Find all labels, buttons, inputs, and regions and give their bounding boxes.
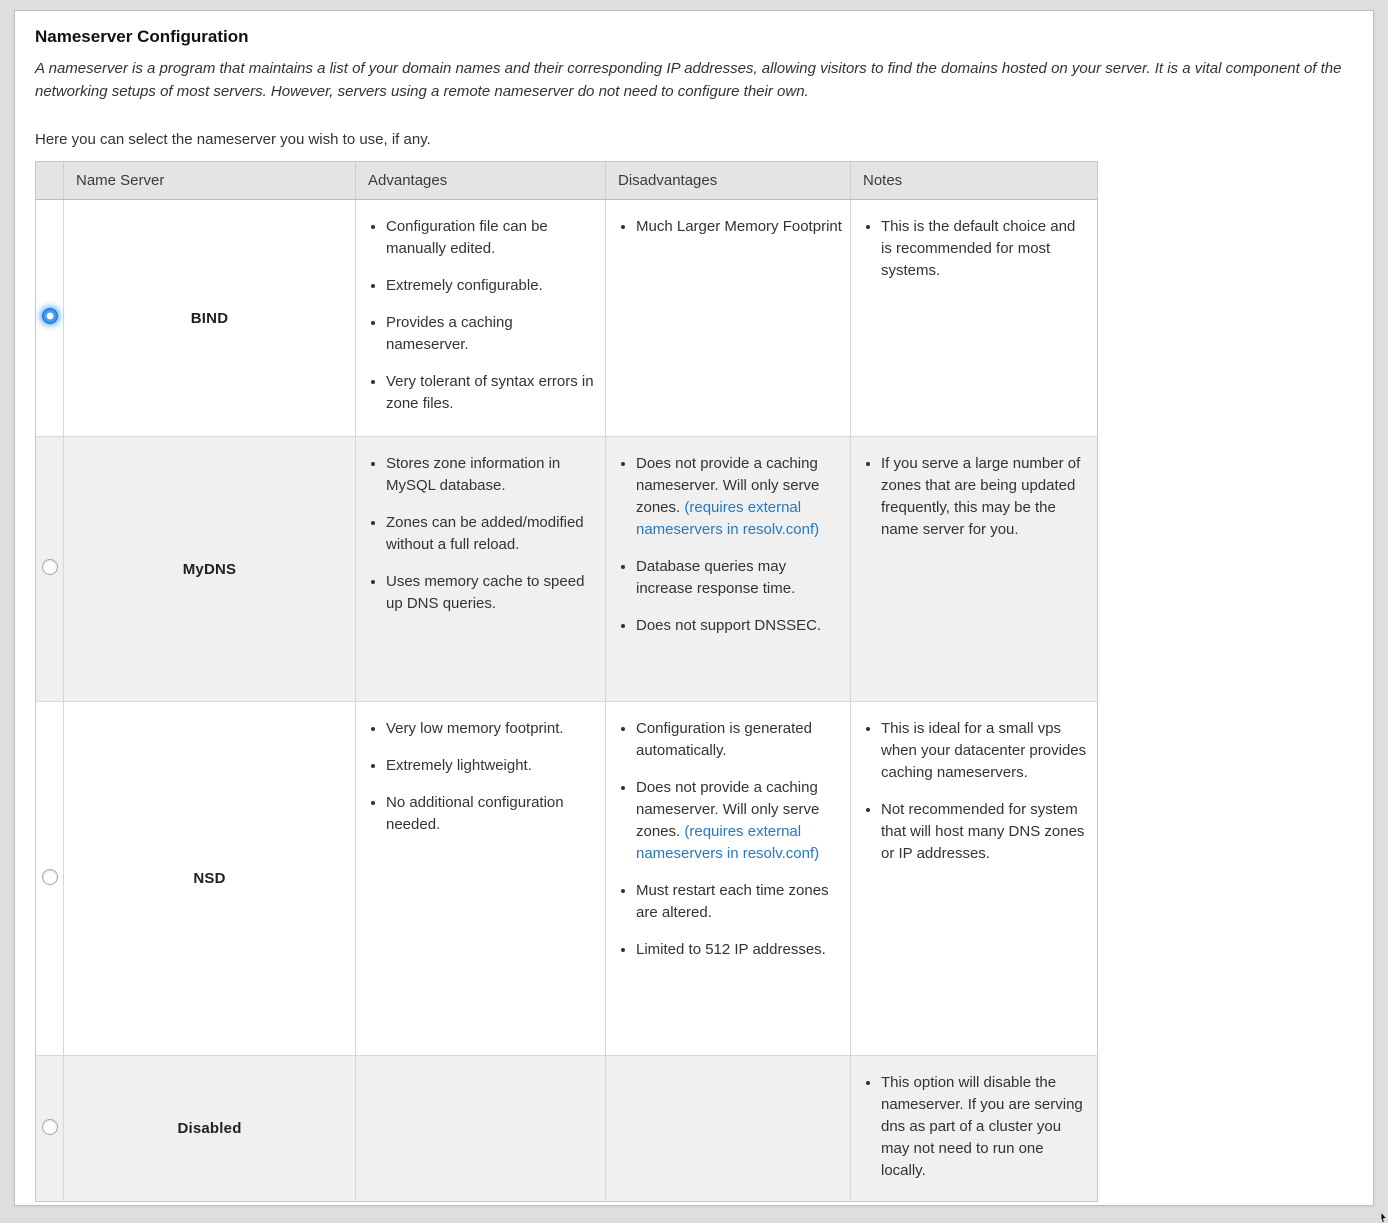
advantages-item: • Uses memory cache to speed up DNS queries.: [386, 571, 597, 615]
advantages-item: • Provides a caching nameserver.: [386, 312, 597, 356]
disadvantages-item: • Much Larger Memory Footprint: [636, 216, 842, 238]
intro-paragraph: A nameserver is a program that maintains a list of your domain names and their corresponding IP addresses, allowing visitors to find the domains hosted on your server. It is a vital component of the networking setups of most servers. However, servers using a remote nameserver do not need to configure their own.: [35, 60, 1342, 100]
disadvantages-cell-disabled: [606, 1056, 851, 1202]
radio-cell-disabled: [36, 1056, 64, 1202]
nameserver-table-body: [36, 200, 1098, 1202]
advantages-cell-mydns: [356, 437, 606, 702]
advantages-item: • Extremely lightweight.: [386, 755, 597, 777]
nameserver-name-mydns: MyDNS: [64, 437, 356, 702]
advantages-item: • No additional configuration needed.: [386, 792, 597, 836]
nameserver-row-disabled: [36, 1056, 1098, 1202]
resolv-conf-link[interactable]: (requires external nameservers in resolv.conf): [636, 823, 820, 862]
advantages-cell-bind: [356, 200, 606, 437]
advantages-item: • Stores zone information in MySQL database.: [386, 453, 597, 497]
disadvantages-item: • Does not provide a caching nameserver. Will only serve zones. (requires external nameservers in resolv.conf): [636, 777, 842, 865]
advantages-item: • Very tolerant of syntax errors in zone files.: [386, 371, 597, 415]
nameserver-name-nsd: NSD: [64, 702, 356, 1056]
advantages-list: [362, 443, 597, 615]
radio-cell-mydns: [36, 437, 64, 702]
notes-list: [857, 443, 1089, 541]
advantages-cell-disabled: [356, 1056, 606, 1202]
notes-item: • Not recommended for system that will host many DNS zones or IP addresses.: [881, 799, 1089, 865]
disadvantages-cell-mydns: [606, 437, 851, 702]
notes-list: [857, 708, 1089, 865]
nameserver-name-disabled: Disabled: [64, 1056, 356, 1202]
header-advantages: Advantages: [356, 162, 606, 200]
page-title: Nameserver Configuration: [35, 27, 249, 46]
disadvantages-item: • Must restart each time zones are altered.: [636, 880, 842, 924]
advantages-item: • Configuration file can be manually edited.: [386, 216, 597, 260]
advantages-item: • Very low memory footprint.: [386, 718, 597, 740]
disadvantages-list: [612, 443, 842, 637]
disadvantages-list: [612, 206, 842, 238]
notes-cell-nsd: [851, 702, 1098, 1056]
disadvantages-item: • Does not provide a caching nameserver. Will only serve zones. (requires external nameservers in resolv.conf): [636, 453, 842, 541]
nameserver-radio-bind[interactable]: [42, 308, 58, 324]
notes-cell-mydns: [851, 437, 1098, 702]
advantages-item: • Zones can be added/modified without a full reload.: [386, 512, 597, 556]
notes-item: • This is ideal for a small vps when your datacenter provides caching nameservers.: [881, 718, 1089, 784]
nameserver-table: [35, 161, 1098, 1202]
advantages-list: [362, 708, 597, 836]
disadvantages-cell-bind: [606, 200, 851, 437]
notes-list: [857, 206, 1089, 282]
nameserver-row-nsd: [36, 702, 1098, 1056]
select-prompt: Here you can select the nameserver you wish to use, if any.: [35, 131, 431, 148]
notes-cell-disabled: [851, 1056, 1098, 1202]
header-name-server: Name Server: [64, 162, 356, 200]
notes-cell-bind: [851, 200, 1098, 437]
disadvantages-cell-nsd: [606, 702, 851, 1056]
notes-list: [857, 1062, 1089, 1182]
disadvantages-item: • Does not support DNSSEC.: [636, 615, 842, 637]
disadvantages-list: [612, 708, 842, 961]
nameserver-row-bind: [36, 200, 1098, 437]
advantages-item: • Extremely configurable.: [386, 275, 597, 297]
header-disadvantages: Disadvantages: [606, 162, 851, 200]
resolv-conf-link[interactable]: (requires external nameservers in resolv.conf): [636, 499, 820, 538]
nameserver-name-bind: BIND: [64, 200, 356, 437]
radio-cell-nsd: [36, 702, 64, 1056]
disadvantages-item: • Limited to 512 IP addresses.: [636, 939, 842, 961]
disadvantages-item: • Database queries may increase response time.: [636, 556, 842, 600]
nameserver-radio-nsd[interactable]: [42, 869, 58, 885]
advantages-cell-nsd: [356, 702, 606, 1056]
notes-item: • This option will disable the nameserver. If you are serving dns as part of a cluster you may not need to run one locally.: [881, 1072, 1089, 1182]
mouse-cursor-artifact: [1381, 1213, 1385, 1222]
table-header: [36, 162, 1098, 200]
header-radio-column: [36, 162, 64, 200]
radio-cell-bind: [36, 200, 64, 437]
nameserver-configuration-panel: [14, 10, 1374, 1206]
nameserver-radio-mydns[interactable]: [42, 559, 58, 575]
notes-item: • If you serve a large number of zones that are being updated frequently, this may be the name server for you.: [881, 453, 1089, 541]
notes-item: • This is the default choice and is recommended for most systems.: [881, 216, 1089, 282]
header-notes: Notes: [851, 162, 1098, 200]
nameserver-radio-disabled[interactable]: [42, 1119, 58, 1135]
advantages-list: [362, 206, 597, 415]
nameserver-row-mydns: [36, 437, 1098, 702]
disadvantages-item: • Configuration is generated automatically.: [636, 718, 842, 762]
